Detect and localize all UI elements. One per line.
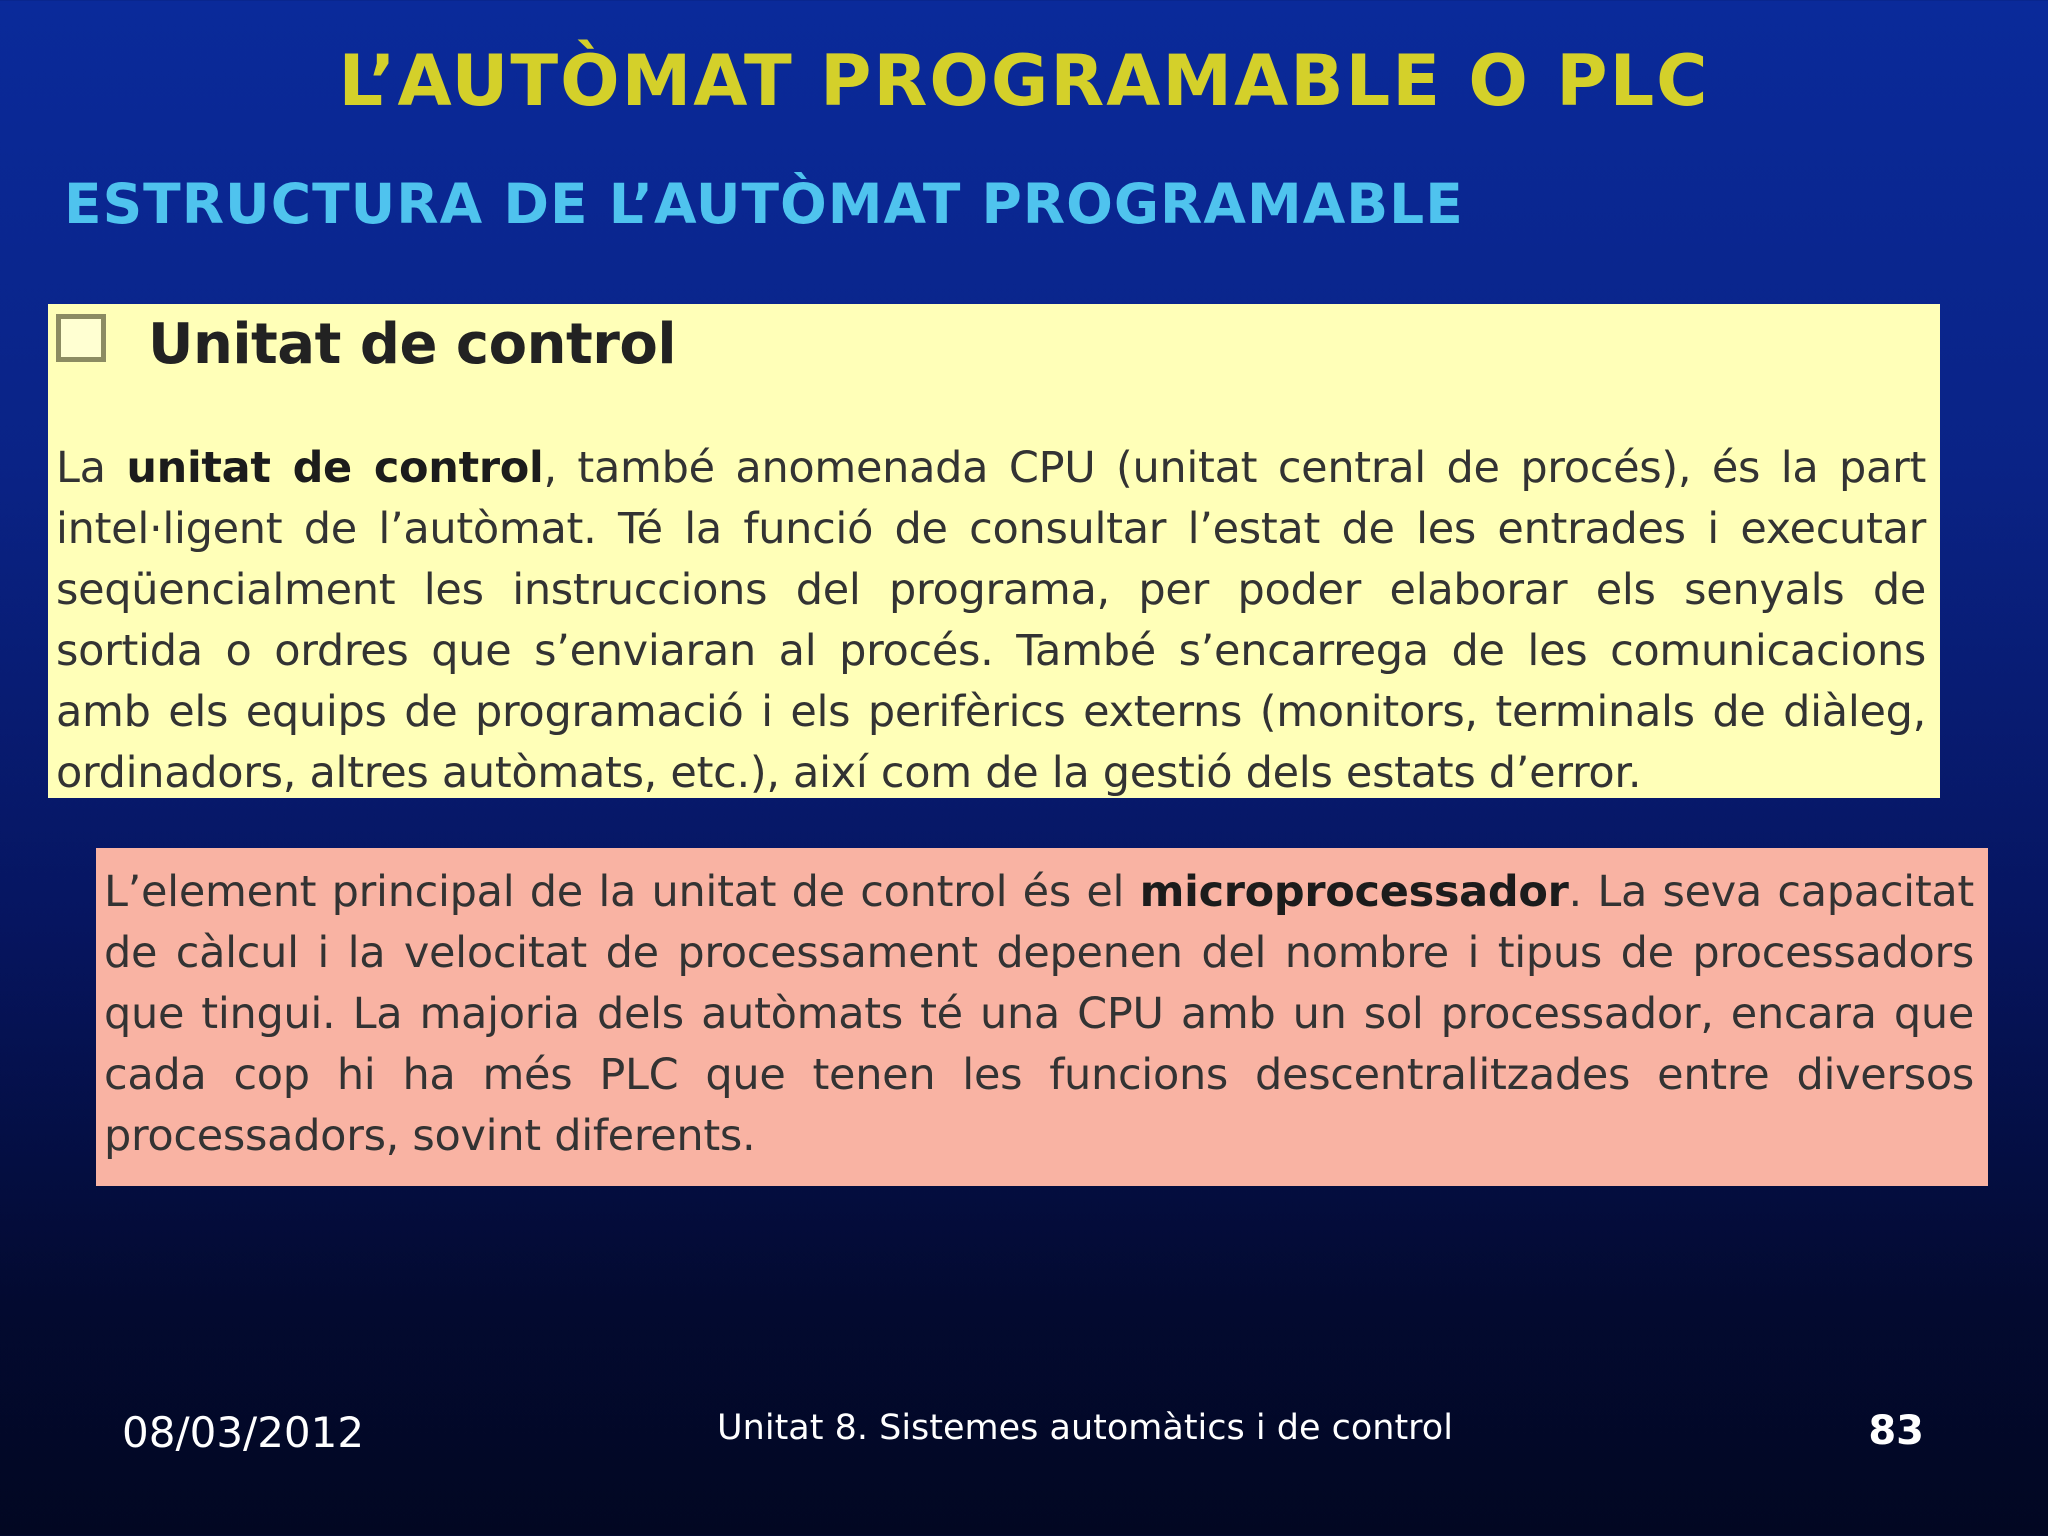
checkbox-square-icon xyxy=(56,314,106,362)
microprocessador-box xyxy=(96,848,1988,1186)
paragraph-text-start: La xyxy=(56,443,127,493)
footer-course-title: Unitat 8. Sistemes automàtics i de control xyxy=(717,1408,1453,1448)
microprocessador-paragraph xyxy=(104,862,1974,1167)
slide-subtitle: ESTRUCTURA DE L’AUTÒMAT PROGRAMABLE xyxy=(64,172,1464,236)
unitat-de-control-box xyxy=(48,304,1940,798)
paragraph-text-end: . La seva capacitat de càlcul i la velocitat de processament depenen del nombre i tipus de processadors que tingui. La majoria dels autòmats té una CPU amb un sol processador, encara que cada cop hi ha més PLC que tenen les funcions descentralitzades entre diversos processadors, sovint diferents. xyxy=(104,867,1974,1161)
footer-date: 08/03/2012 xyxy=(122,1408,365,1457)
slide-title: L’AUTÒMAT PROGRAMABLE O PLC xyxy=(338,40,1710,122)
bold-term-microprocessador: microprocessador xyxy=(1139,867,1569,917)
paragraph-text-end: , també anomenada CPU (unitat central de procés), és la part intel·ligent de l’autòmat. Té la funció de consultar l’estat de les entrades i executar seqüencialment les instruccions del programa, per poder elaborar els senyals de sortida o ordres que s’enviaran al procés. També s’encarrega de les comunicacions amb els equips de programació i els perifèrics externs (monitors, terminals de diàleg, ordinadors, altres autòmats, etc.), així com de la gestió dels estats d’error. xyxy=(56,443,1927,798)
bold-term-unitat-de-control: unitat de control xyxy=(126,443,544,493)
section-heading: Unitat de control xyxy=(148,312,677,377)
unitat-de-control-paragraph xyxy=(56,438,1926,804)
page-number: 83 xyxy=(1868,1408,1924,1454)
paragraph-text-start: L’element principal de la unitat de control és el xyxy=(104,867,1140,917)
